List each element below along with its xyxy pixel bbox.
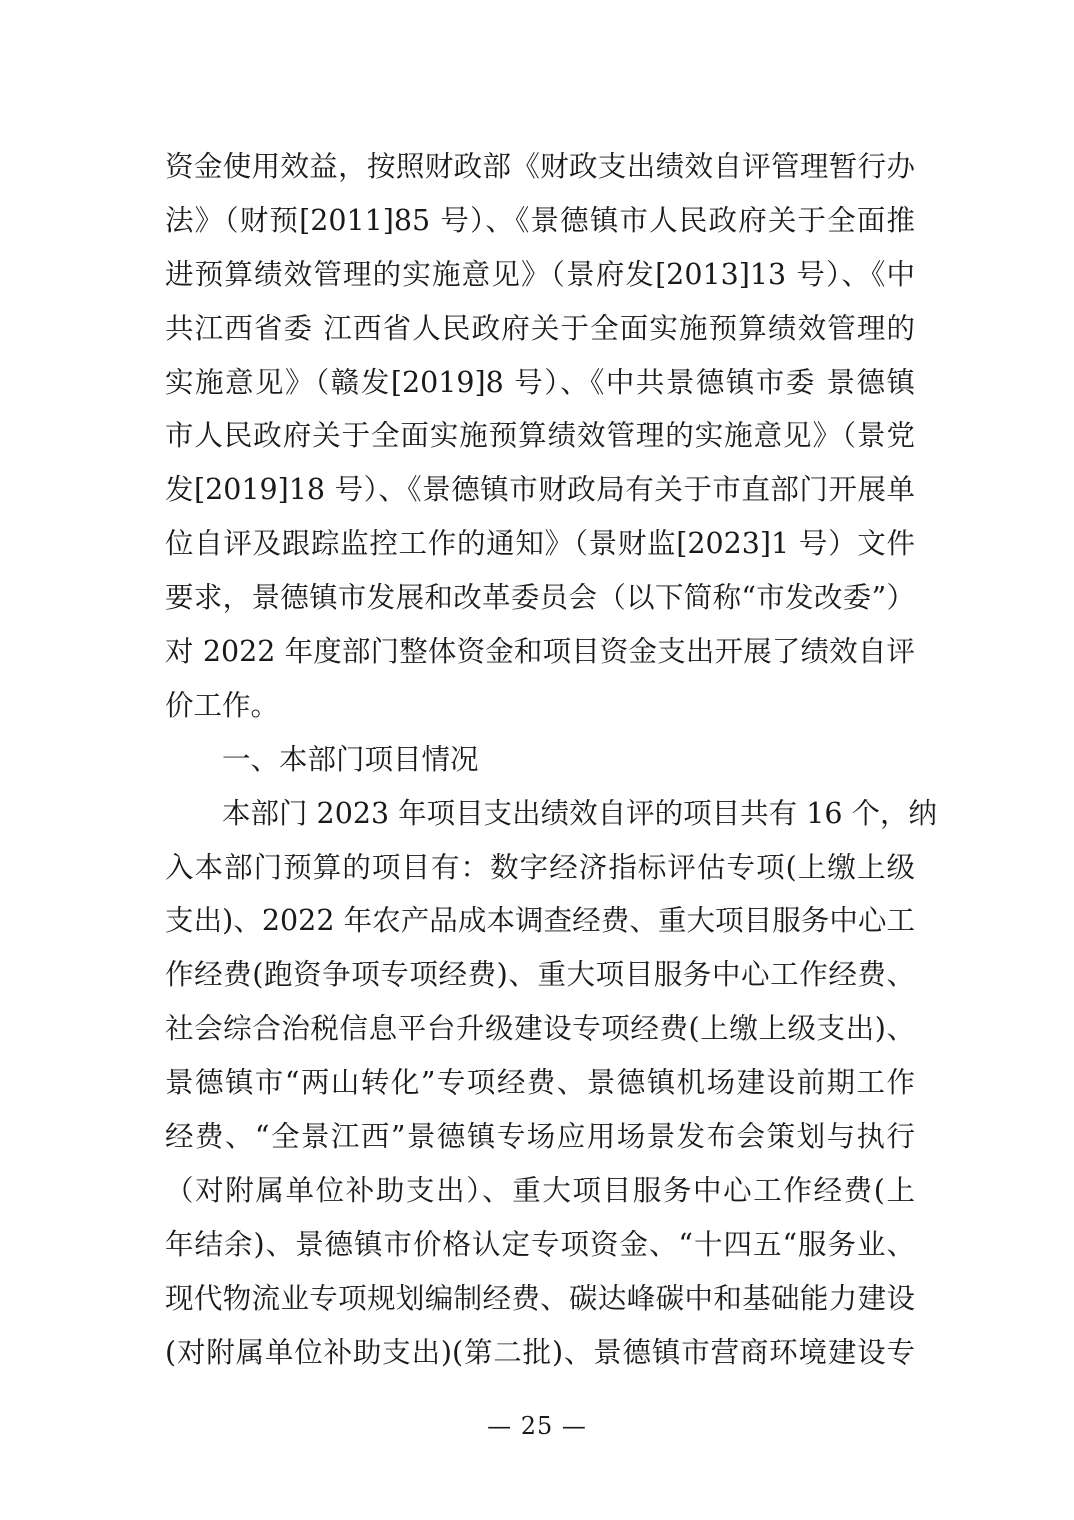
text-line: 共江西省委 江西省人民政府关于全面实施预算绩效管理的 [165, 311, 915, 345]
text-line: 法》（财预[2011]85 号）、《景德镇市人民政府关于全面推 [165, 203, 915, 237]
paragraph-2 [165, 787, 938, 1380]
text-line: 社会综合治税信息平台升级建设专项经费(上缴上级支出)、 [165, 1012, 915, 1046]
section-heading: 一、本部门项目情况 [222, 742, 479, 776]
text-line: 经费、“全景江西”景德镇专场应用场景发布会策划与执行 [165, 1120, 915, 1154]
text-line: (对附属单位补助支出)(第二批)、景德镇市营商环境建设专 [165, 1335, 915, 1369]
text-line: （对附属单位补助支出）、重大项目服务中心工作经费(上 [165, 1173, 915, 1207]
text-line: 现代物流业专项规划编制经费、碳达峰碳中和基础能力建设 [165, 1281, 915, 1315]
text-line: 价工作。 [165, 688, 280, 722]
text-line: 入本部门预算的项目有：数字经济指标评估专项(上缴上级 [165, 850, 915, 884]
text-line: 本部门 2023 年项目支出绩效自评的项目共有 16 个，纳 [222, 796, 938, 830]
text-line: 年结余)、景德镇市价格认定专项资金、“十四五“服务业、 [165, 1227, 915, 1261]
text-line: 资金使用效益，按照财政部《财政支出绩效自评管理暂行办 [165, 150, 915, 183]
text-line: 对 2022 年度部门整体资金和项目资金支出开展了绩效自评 [165, 635, 915, 669]
text-line: 位自评及跟踪监控工作的通知》（景财监[2023]1 号）文件 [165, 527, 915, 561]
text-line: 进预算绩效管理的实施意见》（景府发[2013]13 号）、《中 [165, 257, 915, 291]
text-line: 市人民政府关于全面实施预算绩效管理的实施意见》（景党 [165, 419, 915, 453]
page-number: — 25 — [487, 1412, 587, 1440]
text-line: 支出)、2022 年农产品成本调查经费、重大项目服务中心工 [165, 904, 915, 938]
body-text [165, 140, 938, 1379]
text-line: 实施意见》（赣发[2019]8 号）、《中共景德镇市委 景德镇 [165, 365, 915, 399]
text-line: 作经费(跑资争项专项经费)、重大项目服务中心工作经费、 [165, 958, 915, 992]
text-line: 发[2019]18 号）、《景德镇市财政局有关于市直部门开展单 [165, 473, 915, 507]
paragraph-1 [165, 140, 915, 733]
text-line: 要求，景德镇市发展和改革委员会（以下简称“市发改委”） [165, 581, 915, 615]
text-line: 景德镇市“两山转化”专项经费、景德镇机场建设前期工作 [165, 1066, 915, 1100]
